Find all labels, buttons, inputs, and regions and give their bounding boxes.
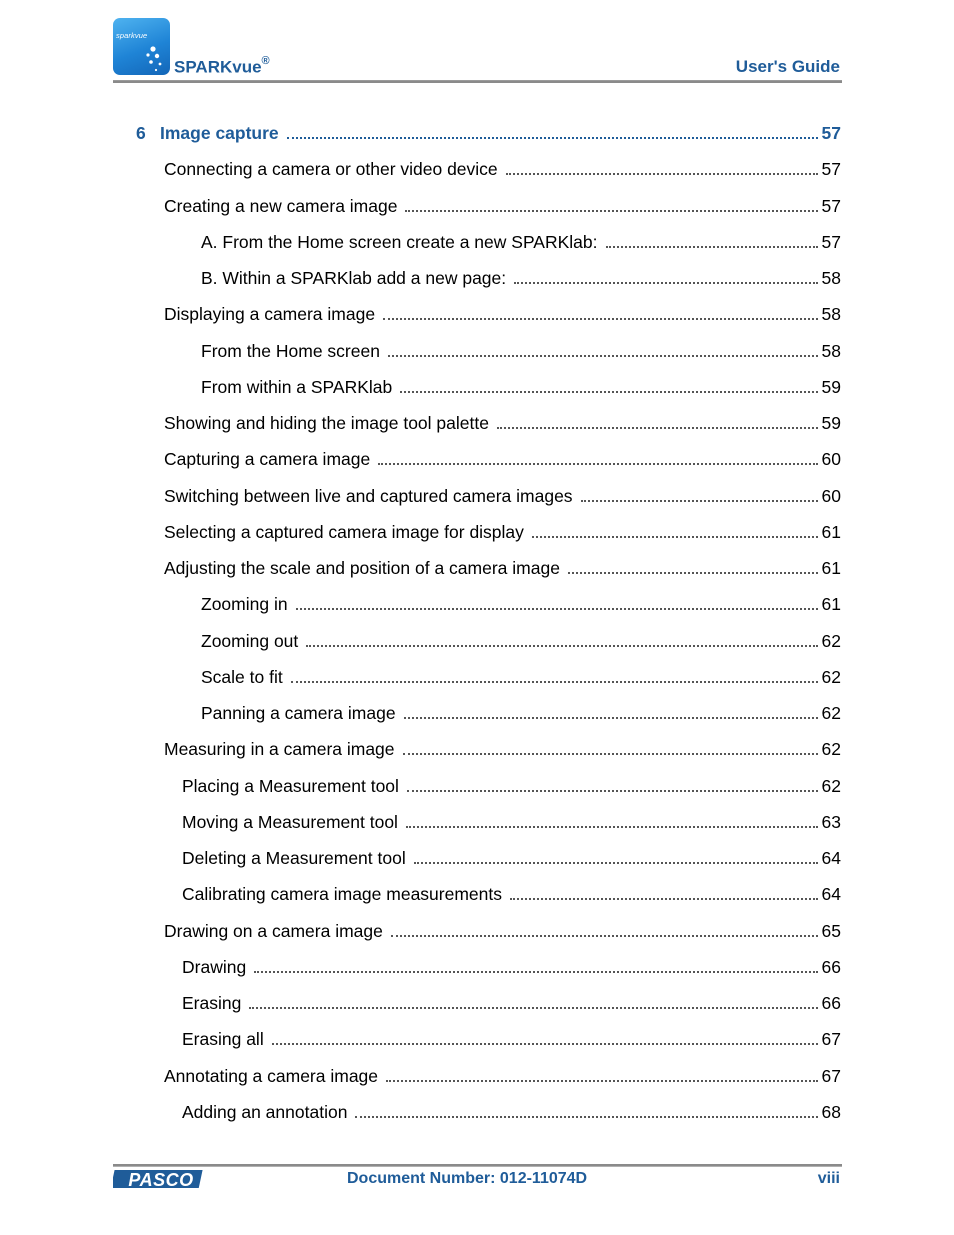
- toc-dot-leader: [532, 536, 818, 538]
- toc-entry-title: A. From the Home screen create a new SPARKlab:: [201, 232, 598, 252]
- toc-entry[interactable]: [164, 156, 841, 180]
- toc-entry[interactable]: [201, 338, 841, 362]
- toc-entry[interactable]: [182, 773, 841, 797]
- toc-entry[interactable]: [182, 990, 841, 1014]
- toc-entry-title: Annotating a camera image: [164, 1066, 379, 1086]
- toc-dot-leader: [272, 1043, 818, 1045]
- toc-dot-leader: [406, 826, 818, 828]
- toc-entry-title: Drawing on a camera image: [164, 921, 383, 941]
- toc-entry-title: Measuring in a camera image: [164, 739, 395, 759]
- toc-entry-title: Placing a Measurement tool: [182, 776, 399, 796]
- toc-dot-leader: [414, 862, 818, 864]
- toc-dot-leader: [506, 173, 818, 175]
- toc-entry[interactable]: [201, 700, 841, 724]
- toc-entry[interactable]: [164, 1063, 841, 1087]
- toc-chapter-number: 6: [136, 123, 146, 143]
- toc-entry[interactable]: [164, 555, 841, 579]
- toc-entry-title: Scale to fit: [201, 667, 283, 687]
- toc-entry-title: Switching between live and captured camera images: [164, 486, 573, 506]
- toc-dot-leader: [249, 1007, 817, 1009]
- toc-entry-page: 61: [821, 522, 841, 542]
- toc-entry-page: 67: [821, 1066, 841, 1086]
- toc-entry-page: 60: [821, 449, 841, 469]
- toc-dot-leader: [306, 645, 817, 647]
- toc-dot-leader: [386, 1080, 818, 1082]
- toc-entry[interactable]: [164, 410, 841, 434]
- toc-entry[interactable]: [201, 628, 841, 652]
- toc-entry-title: Deleting a Measurement tool: [182, 848, 406, 868]
- toc-entry[interactable]: [182, 1099, 841, 1123]
- toc-entry[interactable]: [164, 301, 841, 325]
- toc-entry-page: 62: [821, 631, 841, 651]
- toc-entry-title: Selecting a captured camera image for display: [164, 522, 524, 542]
- toc-entry-page: 59: [821, 413, 841, 433]
- toc-entry-title: Connecting a camera or other video device: [164, 159, 498, 179]
- toc-entry-title: B. Within a SPARKlab add a new page:: [201, 268, 507, 288]
- toc-entry[interactable]: [182, 954, 841, 978]
- toc-entry[interactable]: [201, 664, 841, 688]
- toc-entry-page: 59: [821, 377, 841, 397]
- toc-entry[interactable]: [164, 519, 841, 543]
- toc-entry-title: Panning a camera image: [201, 703, 396, 723]
- toc-entry-title: From the Home screen: [201, 341, 380, 361]
- toc-dot-leader: [404, 717, 818, 719]
- toc-dot-leader: [296, 608, 818, 610]
- toc-dot-leader: [407, 790, 818, 792]
- toc-dot-leader: [497, 427, 818, 429]
- toc-entry-title: Drawing: [182, 957, 247, 977]
- toc-entry[interactable]: [182, 1026, 841, 1050]
- toc-entry-page: 65: [821, 921, 841, 941]
- toc-entry-page: 60: [821, 486, 841, 506]
- sparkle-dots-icon: [113, 18, 170, 75]
- toc-dot-leader: [355, 1116, 817, 1118]
- toc-entry-page: 66: [821, 957, 841, 977]
- brand-title: [174, 57, 270, 78]
- toc-dot-leader: [400, 391, 817, 393]
- toc-entry-title: Image capture: [160, 123, 279, 143]
- toc-entry[interactable]: [164, 193, 841, 217]
- toc-entry-page: 57: [821, 196, 841, 216]
- toc-entry-page: 62: [821, 776, 841, 796]
- registered-mark: ®: [261, 55, 270, 67]
- toc-entry-page: 62: [821, 739, 841, 759]
- toc-entry[interactable]: [201, 374, 841, 398]
- toc-entry-page: 64: [821, 884, 841, 904]
- toc-entry[interactable]: [201, 229, 841, 253]
- toc-dot-leader: [510, 898, 818, 900]
- footer-rule: [113, 1164, 842, 1167]
- toc-entry[interactable]: [164, 736, 841, 760]
- page-number: viii: [817, 1170, 840, 1187]
- toc-dot-leader: [383, 318, 817, 320]
- users-guide-label: User's Guide: [735, 57, 840, 76]
- toc-entry-title: Zooming out: [201, 631, 299, 651]
- toc-entry-title: Zooming in: [201, 594, 288, 614]
- toc-entry-page: 58: [821, 268, 841, 288]
- toc-entry-title: Calibrating camera image measurements: [182, 884, 502, 904]
- toc-entry-page: 61: [821, 558, 841, 578]
- toc-entry-page: 58: [821, 304, 841, 324]
- toc-entry-page: 62: [821, 703, 841, 723]
- toc-entry[interactable]: [164, 918, 841, 942]
- sparkvue-logo-text: sparkvue: [116, 31, 148, 40]
- toc-entry-page: 61: [821, 594, 841, 614]
- toc-dot-leader: [403, 753, 818, 755]
- toc-entry[interactable]: [182, 881, 841, 905]
- toc-entry-title: Erasing: [182, 993, 242, 1013]
- toc-dot-leader: [568, 572, 818, 574]
- toc-dot-leader: [405, 210, 817, 212]
- toc-dot-leader: [391, 935, 818, 937]
- toc-dot-leader: [388, 355, 818, 357]
- toc-entry-page: 68: [821, 1102, 841, 1122]
- brand-name: SPARKvue: [174, 57, 262, 77]
- toc-dot-leader: [254, 971, 817, 973]
- toc-entry[interactable]: [164, 446, 841, 470]
- toc-dot-leader: [378, 463, 817, 465]
- toc-entry-page: 62: [821, 667, 841, 687]
- toc-entry-page: 63: [821, 812, 841, 832]
- pasco-logo: [113, 1168, 207, 1190]
- toc-dot-leader: [606, 246, 818, 248]
- toc-entry-title: Adjusting the scale and position of a camera image: [164, 558, 560, 578]
- toc-entry-title: Displaying a camera image: [164, 304, 376, 324]
- toc-dot-leader: [514, 282, 817, 284]
- toc-entry[interactable]: [164, 483, 841, 507]
- toc-dot-leader: [287, 137, 818, 139]
- toc-entry-page: 57: [821, 123, 841, 143]
- toc-entry[interactable]: [182, 845, 841, 869]
- header-rule: [113, 80, 842, 83]
- toc-entry-title: Erasing all: [182, 1029, 264, 1049]
- toc-dot-leader: [581, 500, 818, 502]
- toc-entry-page: 57: [821, 159, 841, 179]
- toc-entry-title: Moving a Measurement tool: [182, 812, 398, 832]
- toc-chapter-entry[interactable]: [136, 120, 841, 144]
- toc-entry[interactable]: [182, 809, 841, 833]
- toc-entry-page: 64: [821, 848, 841, 868]
- toc-entry[interactable]: [201, 265, 841, 289]
- toc-entry-title: Creating a new camera image: [164, 196, 398, 216]
- pasco-logo-text: PASCO: [128, 1170, 194, 1190]
- toc-entry-page: 67: [821, 1029, 841, 1049]
- toc-entry-title: Capturing a camera image: [164, 449, 371, 469]
- toc-entry-page: 58: [821, 341, 841, 361]
- toc-entry[interactable]: [201, 591, 841, 615]
- toc-entry-page: 57: [821, 232, 841, 252]
- toc-dot-leader: [291, 681, 818, 683]
- sparkvue-logo: [113, 18, 170, 75]
- toc-entry-title: From within a SPARKlab: [201, 377, 393, 397]
- toc-entry-title: Showing and hiding the image tool palette: [164, 413, 489, 433]
- document-number: Document Number: 012-11074D: [347, 1170, 588, 1187]
- toc-entry-page: 66: [821, 993, 841, 1013]
- toc-entry-title: Adding an annotation: [182, 1102, 348, 1122]
